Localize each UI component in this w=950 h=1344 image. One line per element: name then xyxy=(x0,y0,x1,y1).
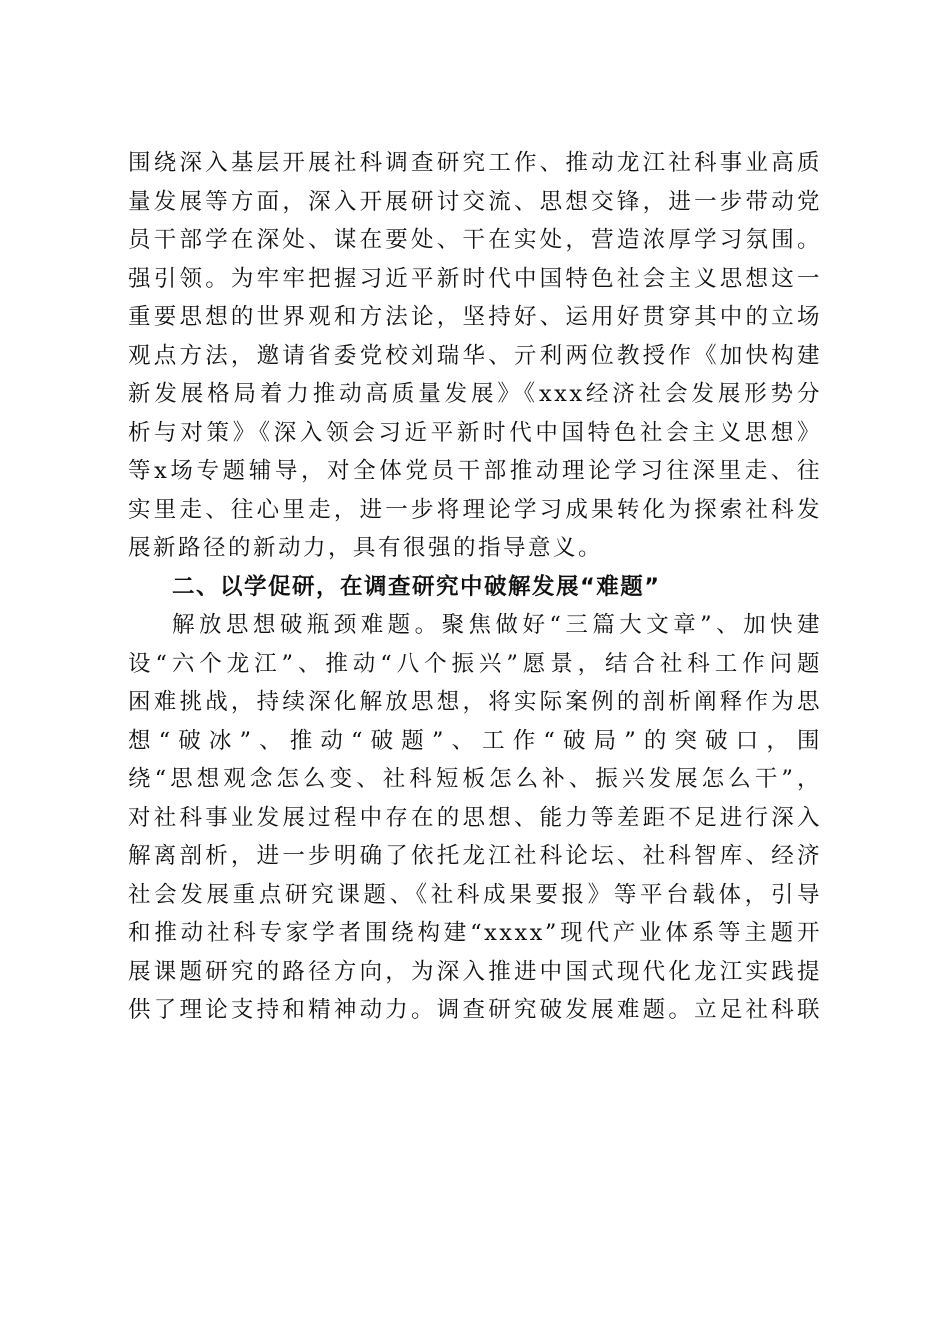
text-line: 等x场专题辅导，对全体党员干部推动理论学习往深里走、往 xyxy=(128,458,822,484)
text-line: 解放思想破瓶颈难题。聚焦做好“三篇大文章”、加快建 xyxy=(172,612,822,638)
document-page xyxy=(128,144,822,1030)
text-line: 对社科事业发展过程中存在的思想、能力等差距不足进行深入 xyxy=(128,804,822,831)
text-line: 想“破冰”、推动“破题”、工作“破局”的突破口，围 xyxy=(128,727,822,754)
text-line: 观点方法，邀请省委党校刘瑞华、亓利两位教授作《加快构建 xyxy=(128,342,822,369)
text-line: 绕“思想观念怎么变、社科短板怎么补、振兴发展怎么干”， xyxy=(128,766,822,792)
text-line: 实里走、往心里走，进一步将理论学习成果转化为探索社科发 xyxy=(128,496,822,523)
text-line: 供了理论支持和精神动力。调查研究破发展难题。立足社科联 xyxy=(128,997,822,1023)
text-line: 社会发展重点研究课题、《社科成果要报》等平台载体，引导 xyxy=(128,881,822,908)
text-line: 量发展等方面，深入开展研讨交流、思想交锋，进一步带动党 xyxy=(128,188,822,215)
text-line: 展新路径的新动力，具有很强的指导意义。 xyxy=(128,535,604,561)
text-line: 和推动社科专家学者围绕构建“xxxx”现代产业体系等主题开 xyxy=(128,920,822,946)
text-line: 围绕深入基层开展社科调查研究工作、推动龙江社科事业高质 xyxy=(128,150,822,176)
text-line: 强引领。为牢牢把握习近平新时代中国特色社会主义思想这一 xyxy=(128,265,822,292)
text-line: 新发展格局着力推动高质量发展》《xxx经济社会发展形势分 xyxy=(128,381,822,407)
text-line: 展课题研究的路径方向，为深入推进中国式现代化龙江实践提 xyxy=(128,958,822,985)
text-line: 困难挑战，持续深化解放思想，将实际案例的剖析阐释作为思 xyxy=(128,689,822,715)
text-line: 解离剖析，进一步明确了依托龙江社科论坛、社科智库、经济 xyxy=(128,843,822,869)
text-line: 员干部学在深处、谋在要处、干在实处，营造浓厚学习氛围。 xyxy=(128,227,822,253)
text-line: 析与对策》《深入领会习近平新时代中国特色社会主义思想》 xyxy=(128,419,822,446)
section-heading: 二、以学促研，在调查研究中破解发展“难题” xyxy=(172,573,661,600)
text-line: 设“六个龙江”、推动“八个振兴”愿景，结合社科工作问题 xyxy=(128,650,822,677)
text-line: 重要思想的世界观和方法论，坚持好、运用好贯穿其中的立场 xyxy=(128,304,822,330)
